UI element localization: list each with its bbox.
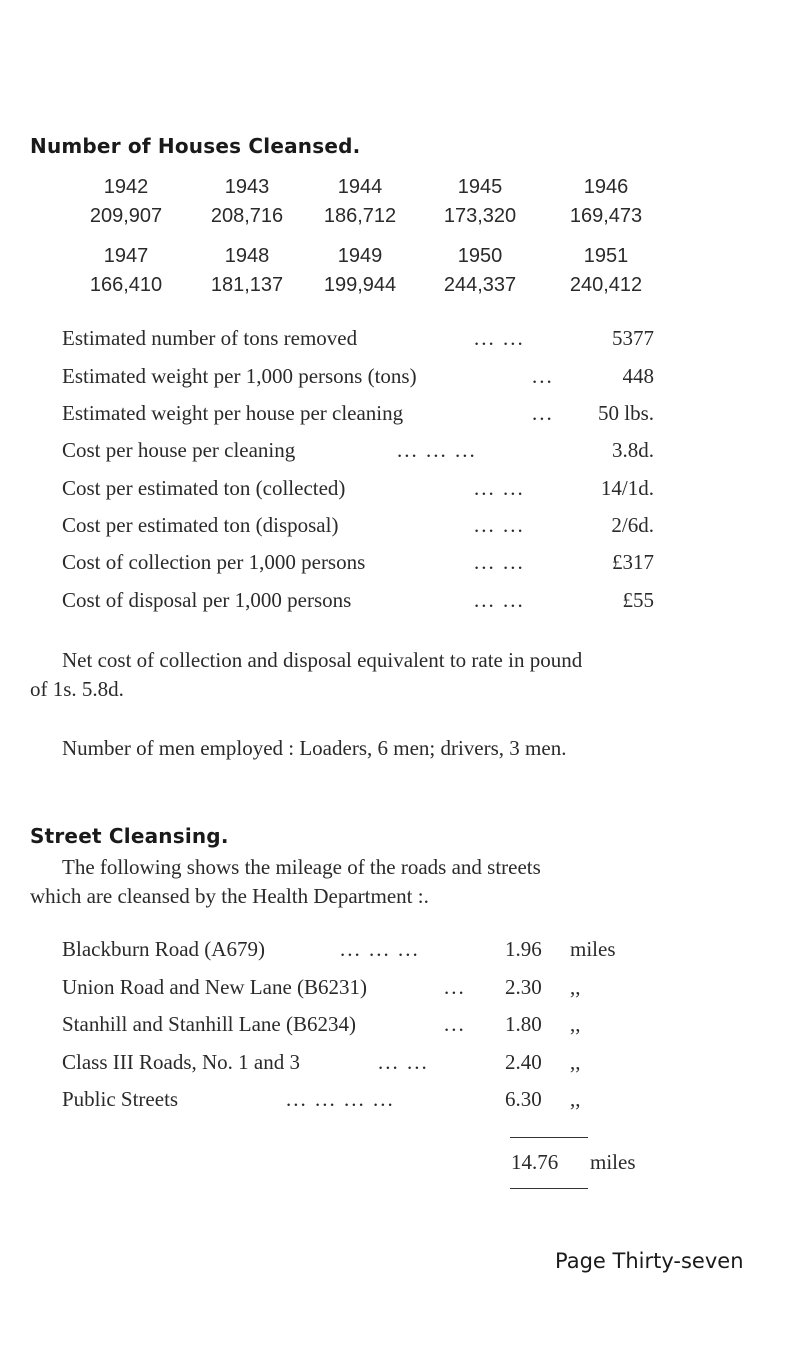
estimate-row: [62, 364, 654, 394]
net-cost-line-1: Net cost of collection and disposal equivalent to rate in pound: [62, 648, 583, 672]
estimate-value: 50 lbs.: [597, 401, 654, 425]
mileage-value: 2.40: [505, 1050, 542, 1074]
leader-dots: ... ...: [474, 513, 525, 537]
estimate-label: Estimated weight per house per cleaning: [62, 401, 404, 425]
year-cell: 1943: [224, 176, 270, 198]
road-name: Union Road and New Lane (B6231): [62, 975, 368, 999]
total-rule-top: [510, 1137, 588, 1138]
estimate-row: [62, 326, 654, 356]
leader-dots: ...: [532, 401, 554, 425]
estimate-value: £55: [622, 588, 654, 612]
mileage-value: 6.30: [505, 1087, 542, 1111]
mileage-value: 2.30: [505, 975, 542, 999]
street-intro-line-1: The following shows the mileage of the roads and streets: [62, 855, 541, 879]
estimate-value: 14/1d.: [600, 476, 654, 500]
year-cell: 1947: [103, 245, 149, 267]
leader-dots: ... ...: [474, 588, 525, 612]
count-cell: 244,337: [443, 274, 517, 296]
year-cell: 1950: [457, 245, 503, 267]
estimate-value: £317: [612, 550, 654, 574]
estimate-label: Cost per estimated ton (disposal): [62, 513, 339, 537]
mileage-row: [62, 1012, 662, 1042]
estimate-label: Cost of disposal per 1,000 persons: [62, 588, 352, 612]
estimate-row: [62, 513, 654, 543]
count-cell: 186,712: [323, 205, 397, 227]
road-name: Stanhill and Stanhill Lane (B6234): [62, 1012, 356, 1036]
total-rule-bottom: [510, 1188, 588, 1189]
count-cell: 208,716: [210, 205, 284, 227]
year-cell: 1945: [457, 176, 503, 198]
estimate-value: 2/6d.: [611, 513, 654, 537]
leader-dots: ...: [532, 364, 554, 388]
estimate-label: Cost per house per cleaning: [62, 438, 296, 462]
road-name: Class III Roads, No. 1 and 3: [62, 1050, 300, 1074]
estimate-label: Cost of collection per 1,000 persons: [62, 550, 366, 574]
road-name: Public Streets: [62, 1087, 179, 1111]
street-cleansing-heading: Street Cleansing.: [30, 824, 229, 848]
mileage-unit: ,,: [570, 1087, 581, 1111]
mileage-unit: ,,: [570, 1012, 581, 1036]
leader-dots: ... ...: [474, 326, 525, 350]
count-cell: 240,412: [569, 274, 643, 296]
year-cell: 1951: [583, 245, 629, 267]
mileage-row: [62, 975, 662, 1005]
leader-dots: ...: [444, 1012, 466, 1036]
leader-dots: ... ...: [474, 550, 525, 574]
mileage-unit: ,,: [570, 975, 581, 999]
year-cell: 1946: [583, 176, 629, 198]
estimate-label: Estimated number of tons removed: [62, 326, 358, 350]
mileage-row: [62, 937, 662, 967]
net-cost-line-2: of 1s. 5.8d.: [30, 677, 124, 701]
mileage-row: [62, 1050, 662, 1080]
estimate-row: [62, 438, 654, 468]
leader-dots: ... ...: [378, 1050, 429, 1074]
mileage-unit: ,,: [570, 1050, 581, 1074]
count-cell: 173,320: [443, 205, 517, 227]
leader-dots: ... ... ...: [397, 438, 477, 462]
mileage-total-value: 14.76: [511, 1150, 559, 1174]
estimate-row: [62, 476, 654, 506]
estimate-label: Cost per estimated ton (collected): [62, 476, 346, 500]
count-cell: 166,410: [89, 274, 163, 296]
year-cell: 1948: [224, 245, 270, 267]
leader-dots: ... ... ... ...: [286, 1087, 395, 1111]
year-cell: 1942: [103, 176, 149, 198]
houses-cleansed-heading: Number of Houses Cleansed.: [30, 134, 361, 158]
mileage-unit: miles: [570, 937, 616, 961]
count-cell: 209,907: [89, 205, 163, 227]
year-cell: 1944: [337, 176, 383, 198]
count-cell: 169,473: [569, 205, 643, 227]
year-cell: 1949: [337, 245, 383, 267]
men-employed-text: Number of men employed : Loaders, 6 men; drivers, 3 men.: [62, 736, 567, 760]
estimate-value: 5377: [612, 326, 654, 350]
leader-dots: ... ...: [474, 476, 525, 500]
estimate-value: 448: [622, 364, 654, 388]
mileage-total-unit: miles: [590, 1150, 636, 1174]
estimate-label: Estimated weight per 1,000 persons (tons): [62, 364, 417, 388]
leader-dots: ... ... ...: [340, 937, 420, 961]
street-intro-line-2: which are cleansed by the Health Department :.: [30, 884, 429, 908]
page-number: Page Thirty-seven: [555, 1249, 744, 1273]
mileage-value: 1.96: [505, 937, 542, 961]
leader-dots: ...: [444, 975, 466, 999]
estimate-value: 3.8d.: [612, 438, 654, 462]
estimate-row: [62, 401, 654, 431]
estimate-row: [62, 588, 654, 618]
mileage-total-row: [62, 1150, 662, 1180]
estimate-row: [62, 550, 654, 580]
mileage-value: 1.80: [505, 1012, 542, 1036]
count-cell: 181,137: [210, 274, 284, 296]
count-cell: 199,944: [323, 274, 397, 296]
road-name: Blackburn Road (A679): [62, 937, 265, 961]
mileage-row: [62, 1087, 662, 1117]
